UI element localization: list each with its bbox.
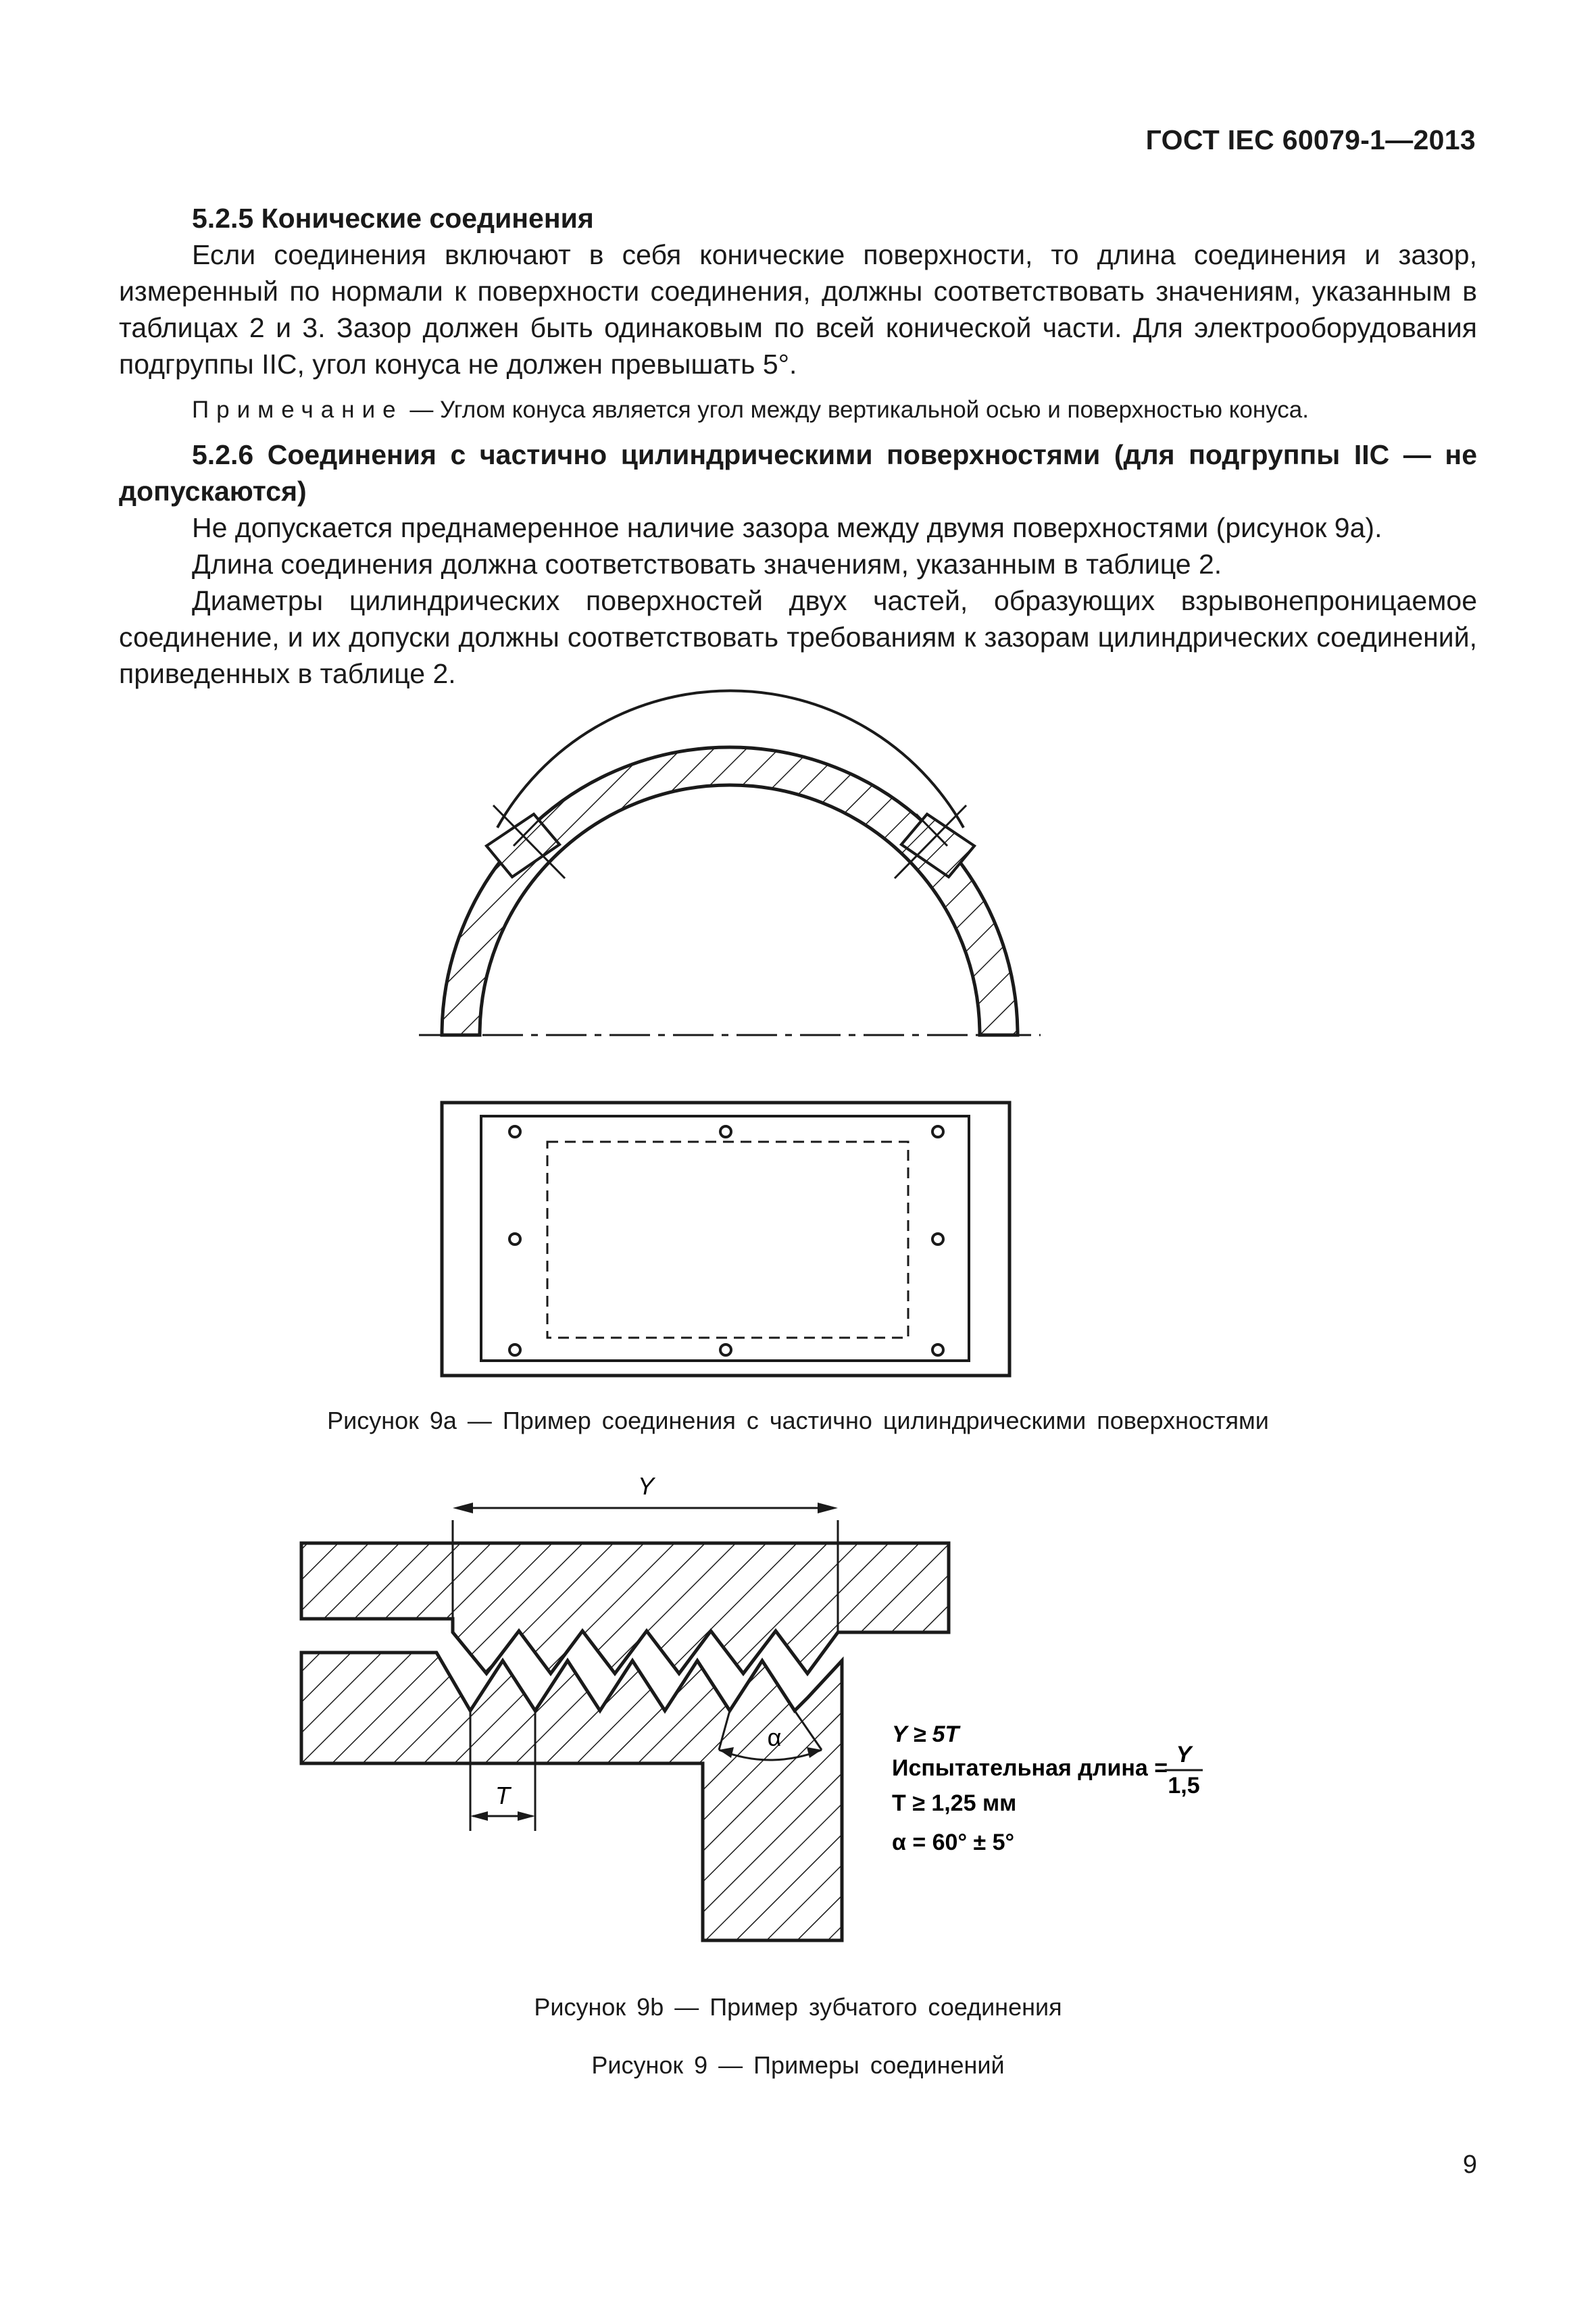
note-label: Примечание (192, 397, 403, 423)
label-T: T (495, 1782, 510, 1809)
formula-2-denominator: 1,5 (1168, 1773, 1200, 1799)
figure-9b-caption: Рисунок 9b — Пример зубчатого соединения (534, 1993, 1062, 2021)
heading-5-2-5: 5.2.5 Конические соединения (192, 203, 594, 234)
paragraph-5-2-6-a: Не допускается преднамеренное наличие зазора между двумя поверхностями (рисунок 9а). (192, 512, 1382, 543)
formula-2-numerator: Y (1176, 1742, 1192, 1767)
formula-3: T ≥ 1,25 мм (892, 1790, 1017, 1816)
plan-opening (547, 1142, 908, 1338)
note-text: — Углом конуса является угол между вертикальной осью и поверхностью конуса. (403, 397, 1309, 423)
paragraph-5-2-5: Если соединения включают в себя конические поверхности, то длина соединения и зазор, измеренный по нормали к поверхности соединения, должны соответствовать значениям, указанным в таблицах 2 и 3. Зазор должен быть одинаковым по всей конической части. Для электрооборудования подгруппы IIC, угол конуса не должен превышать 5°. (119, 239, 1477, 380)
heading-5-2-6: 5.2.6 Соединения с частично цилиндрическими поверхностями (для подгруппы IIC — не допускаются) (119, 439, 1477, 507)
bolt-holes (509, 1126, 943, 1355)
lower-part (301, 1653, 842, 1940)
figure-9-caption: Рисунок 9 — Примеры соединений (591, 2051, 1005, 2079)
figure-9a-caption: Рисунок 9а — Пример соединения с частично цилиндрическими поверхностями (327, 1407, 1269, 1434)
page-number: 9 (1462, 2150, 1477, 2179)
label-alpha: α (767, 1724, 782, 1751)
plan-outer (442, 1103, 1009, 1376)
formula-1: Y ≥ 5T (892, 1721, 959, 1747)
formula-4: α = 60° ± 5° (892, 1830, 1015, 1855)
arch-shell (442, 747, 1018, 1035)
paragraph-5-2-6-c: Диаметры цилиндрических поверхностей двух частей, образующих взрывонепроницаемое соединение, и их допуски должны соответствовать требованиям к зазорам цилиндрических соединений, приведенных в таблице 2. (119, 585, 1477, 689)
formula-2-prefix: Испытательная длина = (892, 1755, 1168, 1781)
plan-flange (481, 1116, 969, 1361)
document-code: ГОСТ IEC 60079-1—2013 (1145, 124, 1476, 155)
label-Y: Y (637, 1472, 655, 1500)
figure-9b-drawing (0, 1453, 1596, 1966)
paragraph-5-2-6-b: Длина соединения должна соответствовать значениям, указанным в таблице 2. (192, 549, 1222, 580)
